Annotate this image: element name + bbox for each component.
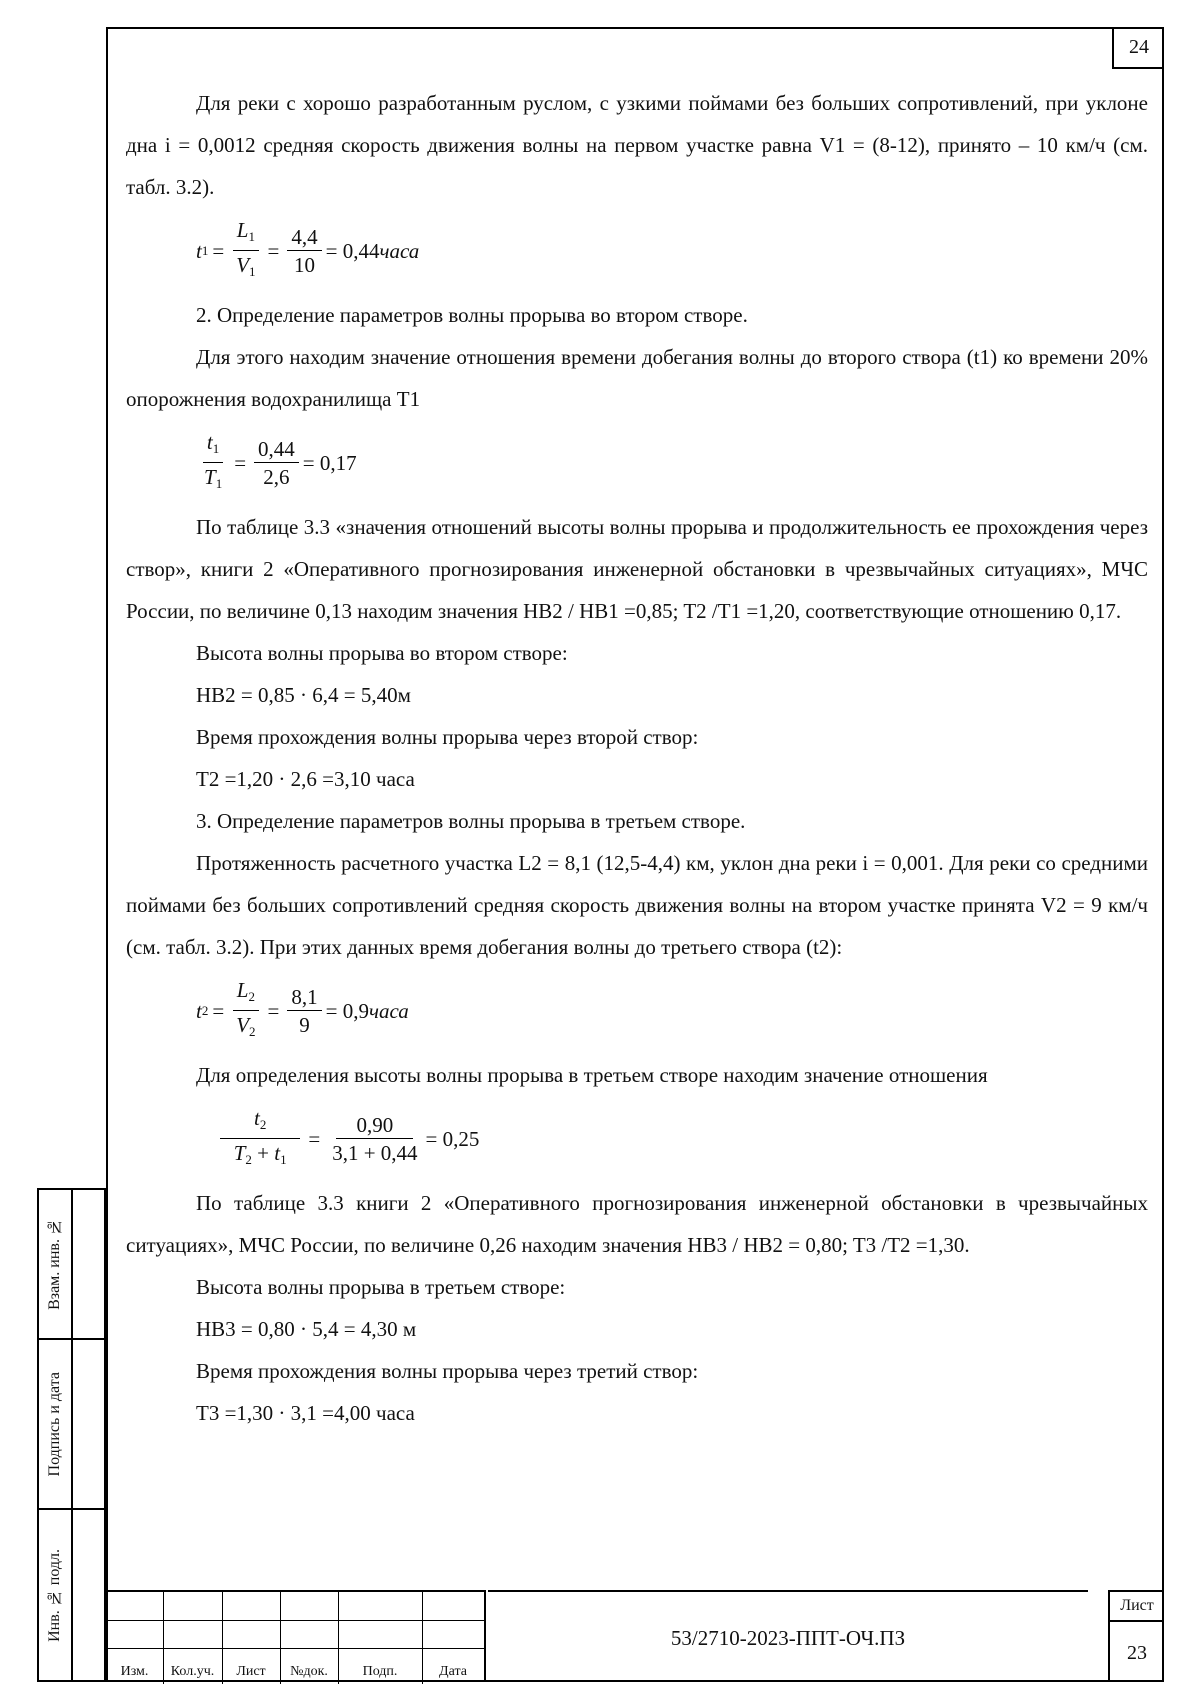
paragraph: Для определения высоты волны прорыва в третьем створе находим значение отношения [196, 1063, 988, 1087]
paragraph: T3 =1,30 · 3,1 =4,00 часа [196, 1401, 415, 1425]
title-block-grid [106, 1590, 486, 1682]
document-body [126, 82, 1148, 1434]
sheet-number: 23 [1127, 1641, 1147, 1664]
paragraph: Высота волны прорыва во втором створе: [196, 641, 568, 665]
col-data: Дата [439, 1664, 467, 1679]
sheet-label: Лист [1110, 1592, 1164, 1622]
paragraph: Высота волны прорыва в третьем створе: [196, 1275, 566, 1299]
formula-t1: t 1 = $\frac{L_1}{V_1}$ = $\frac{4,4}{10}$ = 0,44 часа [196, 217, 420, 279]
sheet-box [1108, 1590, 1164, 1682]
paragraph: По таблице 3.3 «значения отношений высоты волны прорыва и продолжительность ее прохождения через створ», книги 2 «Оперативного прогнозирования инженерной обстановки в чрезвычайных ситуациях», МЧС России, по величине 0,13 находим значения HB2 / HB1 =0,85; T2 /T1 =1,20, соответствующие отношению 0,17. [126, 515, 1148, 623]
paragraph: 3. Определение параметров волны прорыва в третьем створе. [196, 809, 746, 833]
document-code: 53/2710-2023-ППТ-ОЧ.ПЗ [488, 1590, 1088, 1684]
formula-t2: t 2 = $\frac{L_2}{V_2}$ = $\frac{8,1}{9}$ = 0,9 часа [196, 977, 409, 1039]
side-cell-vzam [37, 1188, 106, 1340]
formula-ratio: $\frac{t_2}{T_2 + t_1}$ = $\frac{0,90}{3,1 + 0,44}$ = 0,25 [126, 1096, 1148, 1182]
formula-t1-T1: $\frac{t_1}{T_1}$ = $\frac{0,44}{2,6}$ = 0,17 [204, 429, 357, 491]
side-cell-inv [37, 1508, 106, 1682]
col-kol-uch: Кол.уч. [170, 1664, 215, 1679]
side-label-podpis: Подпись и дата [46, 1371, 63, 1477]
side-cell-podpis [37, 1338, 106, 1510]
paragraph: HB3 = 0,80 · 5,4 = 4,30 м [196, 1317, 417, 1341]
paragraph: По таблице 3.3 книги 2 «Оперативного прогнозирования инженерной обстановки в чрезвычайных ситуациях», МЧС России, по величине 0,26 находим значения HB3 / HB2 = 0,80; T3 /T2 =1,30. [126, 1191, 1148, 1257]
paragraph: HB2 = 0,85 · 6,4 = 5,40м [196, 683, 411, 707]
side-label-inv: Инв. № подл. [46, 1548, 63, 1642]
paragraph: Время прохождения волны прорыва через второй створ: [196, 725, 699, 749]
page-number: 24 [1112, 27, 1164, 69]
paragraph: T2 =1,20 · 2,6 =3,10 часа [196, 767, 415, 791]
paragraph: Для реки с хорошо разработанным руслом, с узкими поймами без больших сопротивлений, при уклоне дна i = 0,0012 средняя скорость движения волны на первом участке равна V1 = (8-12), принято – 10 км/ч (см. табл. 3.2). [126, 91, 1148, 199]
col-ndok: №док. [290, 1664, 328, 1679]
paragraph: Для этого находим значение отношения времени добегания волны до второго створа (t1) ко времени 20% опорожнения водохранилища T1 [126, 345, 1148, 411]
side-label-vzam: Взам. инв. № [46, 1218, 63, 1310]
paragraph: Время прохождения волны прорыва через третий створ: [196, 1359, 699, 1383]
col-podp: Подп. [362, 1664, 398, 1679]
paragraph: 2. Определение параметров волны прорыва во втором створе. [196, 303, 748, 327]
side-stamp [37, 1188, 106, 1682]
paragraph: Протяженность расчетного участка L2 = 8,1 (12,5-4,4) км, уклон дна реки i = 0,001. Для реки со средними поймами без больших сопротивлений средняя скорость движения волны на втором участке принята V2 = 9 км/ч (см. табл. 3.2). При этих данных время добегания волны до третьего створа (t2): [126, 851, 1148, 959]
title-block [106, 1590, 1164, 1682]
col-list: Лист [236, 1664, 266, 1679]
col-izm: Изм. [120, 1664, 149, 1679]
